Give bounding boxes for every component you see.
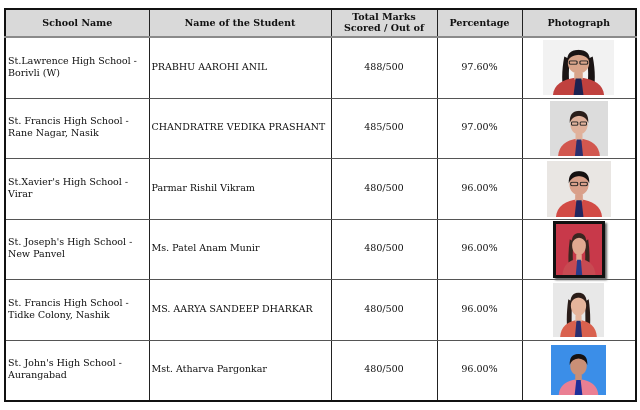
photo-cell bbox=[522, 219, 636, 280]
student-name-cell: PRABHU AAROHI ANIL bbox=[149, 37, 331, 98]
table-header bbox=[5, 9, 636, 37]
photo-cell bbox=[522, 159, 636, 220]
portrait-image bbox=[551, 345, 606, 395]
marks-cell: 480/500 bbox=[331, 219, 437, 280]
student-photo bbox=[547, 161, 611, 217]
header-row bbox=[5, 9, 636, 37]
school-name-cell: St. Francis High School - Tidke Colony, Nashik bbox=[5, 280, 149, 341]
percentage-cell: 97.60% bbox=[437, 37, 522, 98]
student-name-cell: Parmar Rishil Vikram bbox=[149, 159, 331, 220]
percentage-cell: 96.00% bbox=[437, 219, 522, 280]
portrait-image bbox=[547, 161, 611, 217]
header-total-marks: Total Marks Scored / Out of bbox=[331, 9, 437, 37]
student-photo bbox=[551, 345, 606, 395]
photo-cell bbox=[522, 37, 636, 98]
percentage-cell: 96.00% bbox=[437, 159, 522, 220]
student-photo bbox=[543, 40, 614, 95]
portrait-image bbox=[556, 224, 602, 275]
header-student-name: Name of the Student bbox=[149, 9, 331, 37]
percentage-cell: 97.00% bbox=[437, 98, 522, 159]
header-photograph: Photograph bbox=[522, 9, 636, 37]
table-row bbox=[5, 159, 636, 220]
table-row bbox=[5, 280, 636, 341]
student-name-cell: CHANDRATRE VEDIKA PRASHANT bbox=[149, 98, 331, 159]
table-row bbox=[5, 98, 636, 159]
marks-cell: 488/500 bbox=[331, 37, 437, 98]
table-body bbox=[5, 37, 636, 401]
student-name-cell: MS. AARYA SANDEEP DHARKAR bbox=[149, 280, 331, 341]
school-name-cell: St. Francis High School - Rane Nagar, Nasik bbox=[5, 98, 149, 159]
percentage-cell: 96.00% bbox=[437, 280, 522, 341]
table-row bbox=[5, 37, 636, 98]
photo-cell bbox=[522, 98, 636, 159]
marks-cell: 480/500 bbox=[331, 340, 437, 401]
photo-cell bbox=[522, 340, 636, 401]
marks-cell: 480/500 bbox=[331, 280, 437, 341]
student-photo bbox=[550, 101, 608, 156]
student-name-cell: Ms. Patel Anam Munir bbox=[149, 219, 331, 280]
school-name-cell: St.Lawrence High School - Borivli (W) bbox=[5, 37, 149, 98]
toppers-table bbox=[4, 8, 637, 402]
header-school-name: School Name bbox=[5, 9, 149, 37]
portrait-image bbox=[543, 40, 614, 95]
header-percentage: Percentage bbox=[437, 9, 522, 37]
marks-cell: 480/500 bbox=[331, 159, 437, 220]
school-name-cell: St. Joseph's High School - New Panvel bbox=[5, 219, 149, 280]
table-row bbox=[5, 219, 636, 280]
photo-cell bbox=[522, 280, 636, 341]
school-name-cell: St. John's High School - Aurangabad bbox=[5, 340, 149, 401]
marks-cell: 485/500 bbox=[331, 98, 437, 159]
portrait-image bbox=[553, 283, 604, 337]
percentage-cell: 96.00% bbox=[437, 340, 522, 401]
student-photo bbox=[553, 283, 604, 337]
student-name-cell: Mst. Atharva Pargonkar bbox=[149, 340, 331, 401]
school-name-cell: St.Xavier's High School - Virar bbox=[5, 159, 149, 220]
student-photo bbox=[553, 221, 605, 278]
table-row bbox=[5, 340, 636, 401]
portrait-image bbox=[550, 101, 608, 156]
